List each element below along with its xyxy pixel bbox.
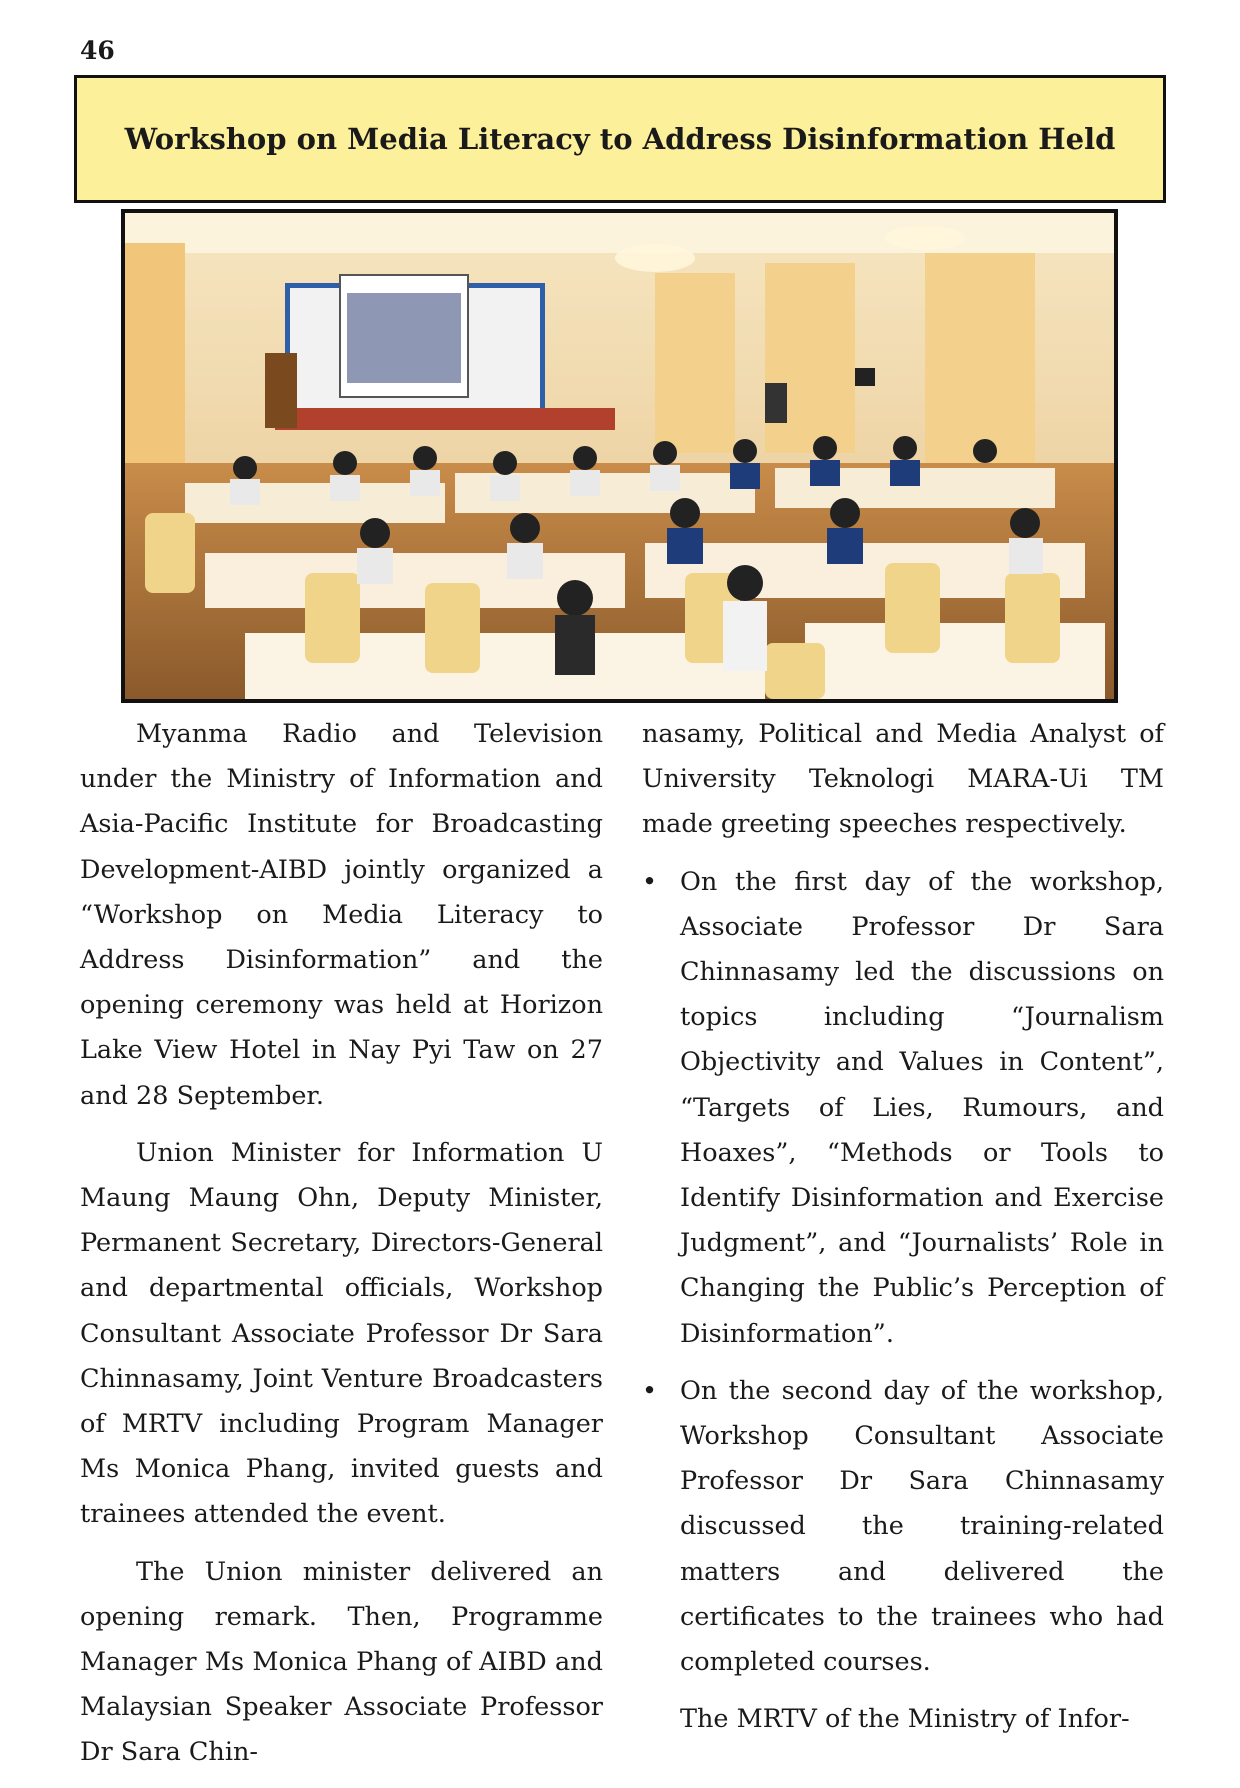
bullet-text: On the second day of the workshop, Workshop Consultant Associate Professor Dr Sara Chinnasamy discussed the training-related matters and delivered the certificates to the trainees who had completed courses.	[680, 1375, 1164, 1678]
continued-paragraph-start: The MRTV of the Ministry of Infor-	[680, 1704, 1130, 1735]
page-number: 46	[80, 36, 115, 65]
article-title: Workshop on Media Literacy to Address Disinformation Held	[124, 122, 1116, 156]
title-banner	[74, 75, 1166, 203]
continued-paragraph: nasamy, Political and Media Analyst of University Teknologi MARA-Ui TM made greeting speeches respectively.	[642, 719, 1164, 840]
left-column	[80, 712, 603, 1788]
bullet-item	[642, 860, 1164, 1357]
bullet-item	[642, 1369, 1164, 1685]
body-paragraph: The Union minister delivered an opening remark. Then, Programme Manager Ms Monica Phang of AIBD and Malaysian Speaker Associate Professor Dr Sara Chin-	[80, 1556, 603, 1768]
body-paragraph: Union Minister for Information U Maung Maung Ohn, Deputy Minister, Permanent Secretary, Directors-General and departmental officials, Workshop Consultant Associate Professor Dr Sara Chinnasamy, Joint Venture Broadcasters of MRTV including Program Manager Ms Monica Phang, invited guests and trainees attended the event.	[80, 1137, 603, 1530]
bullet-dot-icon: •	[642, 866, 658, 897]
event-photo	[121, 209, 1118, 703]
workshop-hall-illustration	[125, 213, 1114, 699]
bullet-dot-icon: •	[642, 1375, 658, 1406]
body-paragraph: Myanma Radio and Television under the Ministry of Information and Asia-Pacific Institute for Broadcasting Development-AIBD jointly organized a “Workshop on Media Literacy to Address Disinformation” and the opening ceremony was held at Horizon Lake View Hotel in Nay Pyi Taw on 27 and 28 September.	[80, 719, 603, 1111]
right-column	[642, 712, 1164, 1754]
bullet-text: On the first day of the workshop, Associate Professor Dr Sara Chinnasamy led the discussions on topics including “Journalism Objectivity and Values in Content”, “Targets of Lies, Rumours, and Hoaxes”, “Methods or Tools to Identify Disinformation and Exercise Judgment”, and “Journalists’ Role in Changing the Public’s Perception of Disinformation”.	[680, 866, 1164, 1349]
